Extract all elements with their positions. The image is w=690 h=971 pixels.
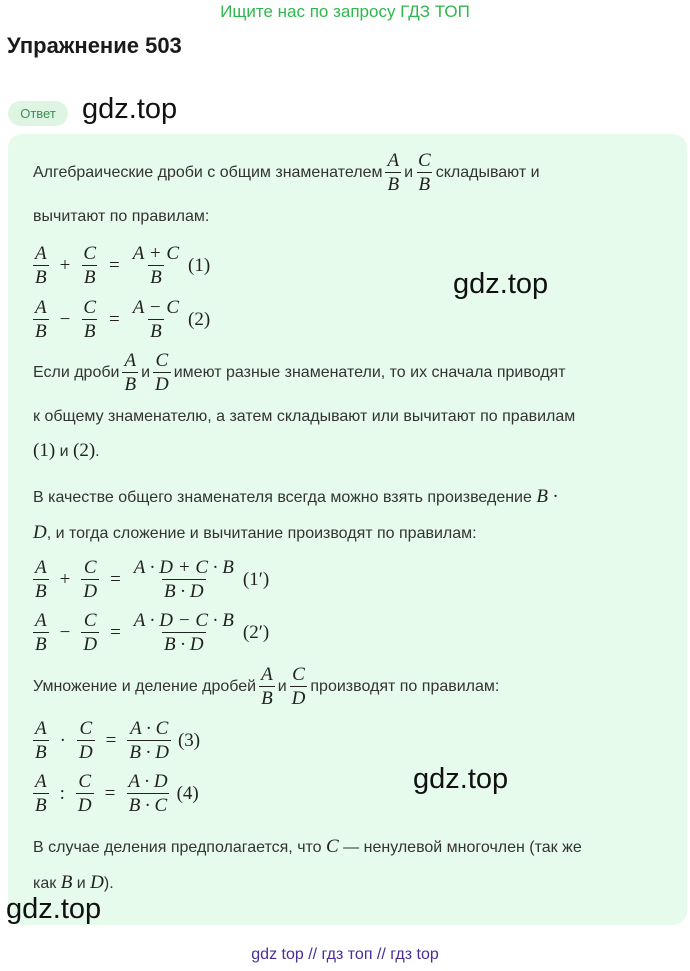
formula-3: $\frac{A}{B}$ · $\frac{C}{D}$ = $\frac{A \cdot C}{B \cdot D}$ (3) [35, 718, 201, 763]
text: и [141, 363, 150, 381]
answer-badge: Ответ [8, 101, 68, 126]
paragraph-5: В случае деления предполагается, что C — ненулевой многочлен (так же [33, 836, 582, 857]
text: складывают и [435, 163, 540, 181]
paragraph-4: Умножение и деление дробей $\frac{A}{B}$ и $\frac{C}{D}$ производят по правилам: [33, 664, 500, 709]
paragraph-1 [33, 150, 540, 195]
paragraph-3: В качестве общего знаменателя всегда можно взять произведение B · [33, 486, 559, 507]
page-title: Упражнение 503 [7, 33, 182, 58]
formula-4: $\frac{A}{B}$ : $\frac{C}{D}$ = $\frac{A \cdot D}{B \cdot C}$ (4) [35, 771, 199, 816]
formula-2: $\frac{A}{B}$ − $\frac{C}{B}$ = $\frac{A - C}{B}$ (2) [35, 297, 211, 342]
text: Если дроби [33, 363, 120, 381]
text: имеют разные знаменатели, то их сначала приводят [173, 363, 566, 381]
paragraph-1-cont: вычитают по правилам: [33, 208, 210, 225]
paragraph-3-cont: D, и тогда сложение и вычитание производят по правилам: [33, 522, 477, 543]
footer-links[interactable]: gdz top // гдз топ // гдз top [251, 946, 439, 963]
watermark: gdz.top [82, 93, 178, 125]
watermark: gdz.top [6, 893, 102, 925]
text: и [404, 163, 414, 181]
paragraph-5-cont: как B и D). [33, 872, 114, 893]
formula-1-prime: $\frac{A}{B}$ + $\frac{C}{D}$ = $\frac{A \cdot D + C \cdot B}{B \cdot D}$ (1′) [35, 557, 270, 602]
formula-2-prime: $\frac{A}{B}$ − $\frac{C}{D}$ = $\frac{A \cdot D - C \cdot B}{B \cdot D}$ (2′) [35, 610, 270, 655]
promo-banner[interactable]: Ищите нас по запросу ГДЗ ТОП [220, 2, 470, 21]
fraction: $\frac{C}{B}$ [418, 150, 431, 195]
watermark: gdz.top [413, 763, 509, 795]
paragraph-2-end: (1) и (2). [33, 440, 100, 461]
text: производят по правилам: [310, 677, 500, 695]
paragraph-2-cont: к общему знаменателю, а затем складывают или вычитают по правилам [33, 408, 576, 425]
text: Умножение и деление дробей [33, 677, 257, 695]
formula-1: $\frac{A}{B}$ + $\frac{C}{B}$ = $\frac{A + C}{B}$ (1) [35, 243, 211, 288]
watermark: gdz.top [453, 268, 549, 300]
fraction: $\frac{A}{B}$ [387, 150, 400, 195]
paragraph-2: Если дроби $\frac{A}{B}$ и $\frac{C}{D}$ имеют разные знаменатели, то их сначала приводят [33, 350, 566, 395]
text: и [277, 677, 287, 695]
text: Алгебраические дроби с общим знаменателем [33, 163, 383, 181]
